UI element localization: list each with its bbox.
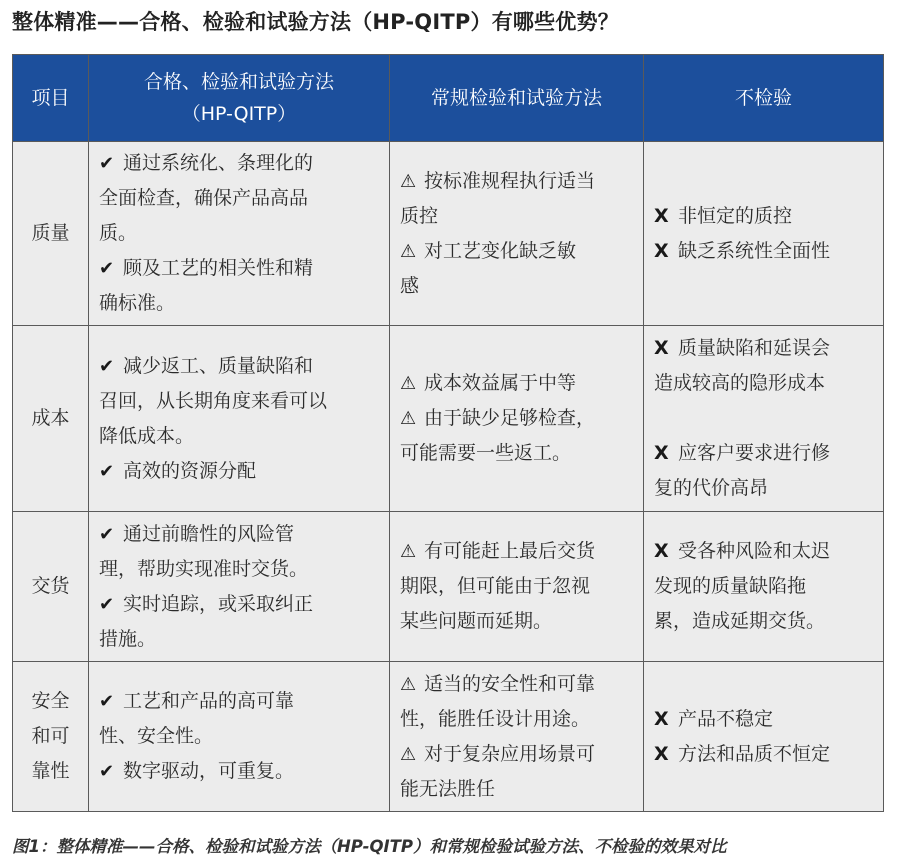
row-item-cell (13, 662, 89, 812)
cell-line (400, 702, 633, 737)
cell-text: 适当的安全性和可靠 (424, 672, 596, 695)
cell-line (99, 216, 379, 251)
cell-line (99, 552, 379, 587)
cell-text: 性，能胜任设计用途。 (400, 707, 591, 730)
cell-line (654, 331, 873, 366)
cell-line (400, 569, 633, 604)
cell-line (400, 199, 633, 234)
cell-text: 发现的质量缺陷拖 (654, 575, 807, 597)
cell-line (99, 286, 379, 321)
cell-line (654, 199, 873, 234)
row-item-cell (13, 326, 89, 512)
x-mark-icon: X (654, 707, 669, 730)
cell-text: 由于缺少足够检查， (424, 407, 596, 429)
x-mark-icon: X (654, 442, 669, 464)
cell-text: 累，造成延期交货。 (654, 610, 826, 632)
cell-text: 措施。 (99, 627, 157, 650)
cell-regular (390, 326, 644, 512)
cell-text: 召回，从长期角度来看可以 (99, 389, 328, 412)
header-none: 不检验 (644, 55, 884, 142)
header-row (13, 55, 884, 142)
cell-line (99, 622, 379, 657)
header-item: 项目 (13, 55, 89, 142)
cell-text: 成本效益属于中等 (424, 372, 577, 394)
cell-text: 减少返工、质量缺陷和 (123, 354, 314, 377)
row-item-cell (13, 512, 89, 662)
check-icon: ✔ (99, 355, 115, 377)
cell-text: 应客户要求进行修 (678, 442, 831, 464)
warning-icon: ⚠ (400, 673, 417, 695)
cell-none (644, 326, 884, 512)
cell-line (99, 349, 379, 384)
cell-text: 期限，但可能由于忽视 (400, 575, 591, 597)
cell-regular (390, 512, 644, 662)
cell-hpqitp (89, 326, 390, 512)
cell-line (654, 737, 873, 772)
cell-text: 工艺和产品的高可靠 (123, 690, 295, 712)
check-icon: ✔ (99, 523, 115, 545)
cell-line (99, 419, 379, 454)
cell-line (400, 772, 633, 807)
check-icon: ✔ (99, 593, 115, 615)
table-row (13, 326, 884, 512)
cell-text: 复的代价高昂 (654, 477, 769, 499)
cell-line (99, 181, 379, 216)
cell-text: 质量缺陷和延误会 (678, 337, 831, 359)
x-mark-icon: X (654, 239, 669, 262)
cell-line (400, 234, 633, 269)
cell-line (99, 251, 379, 286)
cell-text: 理，帮助实现准时交货。 (99, 557, 309, 580)
cell-line (654, 436, 873, 471)
cell-text: 降低成本。 (99, 424, 195, 447)
cell-text: 质控 (400, 204, 439, 227)
cell-text: 有可能赶上最后交货 (424, 540, 596, 562)
header-hpqitp-line: 合格、检验和试验方法 (143, 71, 334, 93)
row-item-label: 和可 (31, 725, 70, 747)
cell-line (99, 384, 379, 419)
cell-line (654, 534, 873, 569)
cell-text: 通过前瞻性的风险管 (123, 522, 295, 545)
cell-line (400, 436, 633, 471)
cell-line (654, 604, 873, 639)
x-mark-icon: X (654, 204, 669, 227)
cell-line (400, 534, 633, 569)
cell-text: 受各种风险和太迟 (678, 540, 831, 562)
cell-text: 感 (400, 274, 420, 297)
cell-line (400, 269, 633, 304)
cell-text: 对工艺变化缺乏敏 (424, 239, 577, 262)
row-item-cell (13, 142, 89, 326)
warning-icon: ⚠ (400, 373, 417, 394)
cell-line (654, 234, 873, 269)
row-item-label: 安全 (31, 690, 70, 712)
cell-line (400, 737, 633, 772)
cell-text: 实时追踪，或采取纠正 (123, 592, 314, 615)
cell-text: 某些问题而延期。 (400, 610, 553, 632)
cell-text: 缺乏系统性全面性 (678, 239, 831, 262)
cell-line (654, 366, 873, 401)
cell-line (654, 471, 873, 506)
spacer (654, 401, 873, 436)
cell-text: 性、安全性。 (99, 725, 214, 747)
header-hpqitp-line: （HP-QITP） (181, 103, 297, 125)
cell-hpqitp (89, 142, 390, 326)
table-body (13, 142, 884, 812)
cell-none (644, 512, 884, 662)
check-icon: ✔ (99, 153, 115, 174)
cell-line (99, 754, 379, 789)
cell-text: 按标准规程执行适当 (424, 169, 596, 192)
cell-text: 能无法胜任 (400, 777, 496, 800)
warning-icon: ⚠ (400, 240, 417, 262)
cell-line (99, 719, 379, 754)
cell-text: 质。 (99, 222, 138, 244)
row-item-label: 质量 (31, 222, 70, 244)
cell-line (400, 366, 633, 401)
cell-text: 高效的资源分配 (123, 459, 257, 482)
cell-text: 全面检查，确保产品高品 (99, 187, 309, 209)
x-mark-icon: X (654, 540, 669, 562)
cell-line (654, 569, 873, 604)
cell-line (400, 667, 633, 702)
cell-none (644, 662, 884, 812)
warning-icon: ⚠ (400, 541, 417, 562)
cell-none (644, 142, 884, 326)
cell-text: 非恒定的质控 (678, 204, 793, 227)
comparison-table (12, 54, 884, 812)
cell-text: 对于复杂应用场景可 (424, 742, 596, 765)
cell-text: 造成较高的隐形成本 (654, 372, 826, 394)
table-row (13, 142, 884, 326)
page-title: 整体精准——合格、检验和试验方法（HP-QITP）有哪些优势？ (12, 10, 619, 34)
cell-text: 产品不稳定 (678, 707, 774, 730)
table-row (13, 662, 884, 812)
cell-text: 方法和品质不恒定 (678, 742, 831, 765)
warning-icon: ⚠ (400, 743, 417, 765)
cell-line (99, 587, 379, 622)
row-item-label: 成本 (31, 407, 70, 429)
cell-hpqitp (89, 512, 390, 662)
check-icon: ✔ (99, 691, 115, 712)
cell-text: 顾及工艺的相关性和精 (123, 257, 314, 279)
cell-line (99, 454, 379, 489)
cell-line (400, 401, 633, 436)
cell-regular (390, 142, 644, 326)
cell-line (99, 684, 379, 719)
x-mark-icon: X (654, 337, 669, 359)
cell-text: 确标准。 (99, 292, 176, 314)
warning-icon: ⚠ (400, 170, 417, 192)
cell-line (99, 517, 379, 552)
cell-line (99, 146, 379, 181)
cell-regular (390, 662, 644, 812)
warning-icon: ⚠ (400, 408, 417, 429)
cell-line (654, 702, 873, 737)
cell-line (400, 604, 633, 639)
check-icon: ✔ (99, 761, 115, 782)
header-hpqitp (89, 55, 390, 142)
table-row (13, 512, 884, 662)
check-icon: ✔ (99, 258, 115, 279)
row-item-label: 交货 (31, 575, 70, 597)
cell-text: 数字驱动，可重复。 (123, 760, 295, 782)
x-mark-icon: X (654, 742, 669, 765)
header-regular: 常规检验和试验方法 (390, 55, 644, 142)
cell-text: 通过系统化、条理化的 (123, 152, 314, 174)
figure-caption: 图1：整体精准——合格、检验和试验方法（HP-QITP）和常规检验试验方法、不检验的效果对比 (12, 837, 727, 856)
row-item-label: 靠性 (31, 760, 70, 782)
cell-hpqitp (89, 662, 390, 812)
check-icon: ✔ (99, 460, 115, 482)
cell-text: 可能需要一些返工。 (400, 442, 572, 464)
cell-line (400, 164, 633, 199)
